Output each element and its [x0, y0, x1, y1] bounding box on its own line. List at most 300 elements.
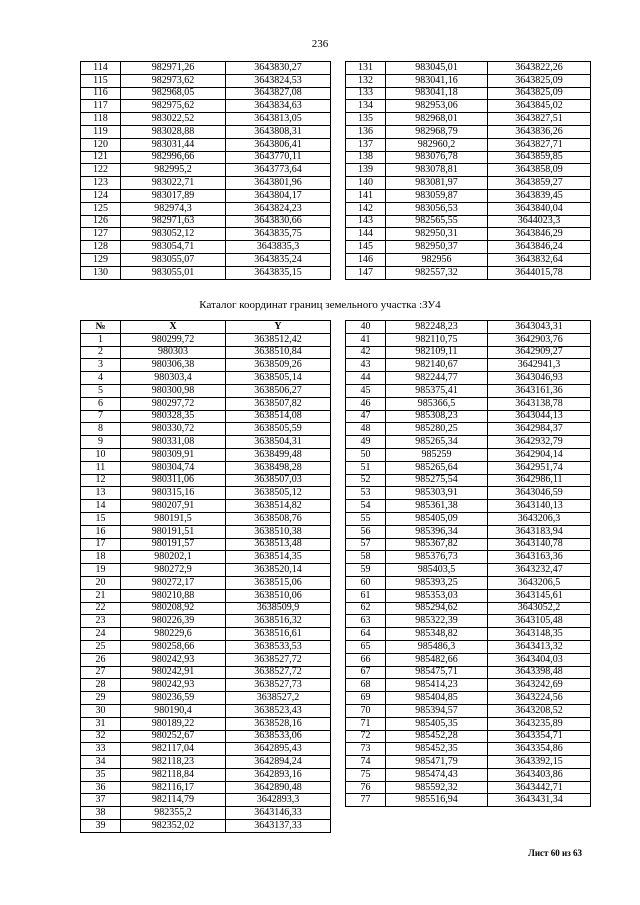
table-row: [81, 679, 331, 692]
x-coordinate-cell: 980306,38: [121, 359, 226, 372]
x-coordinate-cell: 980272,9: [121, 564, 226, 577]
x-coordinate-cell: 985471,79: [386, 756, 488, 769]
table-row: [81, 730, 331, 743]
x-coordinate-cell: 983041,18: [386, 87, 488, 100]
point-number-cell: 13: [81, 487, 121, 500]
point-number-cell: 116: [81, 87, 121, 100]
table-row: [81, 448, 331, 461]
x-coordinate-cell: 985348,82: [386, 628, 488, 641]
point-number-cell: 22: [81, 602, 121, 615]
x-coordinate-cell: 982565,55: [386, 215, 488, 228]
point-number-cell: 131: [346, 62, 386, 75]
point-number-cell: 18: [81, 551, 121, 564]
y-coordinate-cell: 3638515,06: [226, 576, 331, 589]
x-coordinate-cell: 985294,62: [386, 602, 488, 615]
x-coordinate-cell: 982968,01: [386, 113, 488, 126]
table-row: [346, 410, 591, 423]
table-row: [346, 564, 591, 577]
table-row: [346, 125, 591, 138]
y-coordinate-cell: 3638527,72: [226, 666, 331, 679]
y-coordinate-cell: 3643161,36: [488, 384, 591, 397]
point-number-cell: 142: [346, 202, 386, 215]
x-coordinate-cell: 983055,07: [121, 253, 226, 266]
y-coordinate-cell: 3638507,82: [226, 397, 331, 410]
table-row: [346, 640, 591, 653]
table-row: [81, 253, 331, 266]
header-number: №: [81, 321, 121, 334]
table-row: [81, 241, 331, 254]
table-row: [346, 679, 591, 692]
table-row: [346, 138, 591, 151]
x-coordinate-cell: 980300,98: [121, 384, 226, 397]
x-coordinate-cell: 985592,32: [386, 781, 488, 794]
y-coordinate-cell: 3643146,33: [226, 807, 331, 820]
point-number-cell: 127: [81, 228, 121, 241]
table-row: [346, 602, 591, 615]
x-coordinate-cell: 980309,91: [121, 448, 226, 461]
x-coordinate-cell: 982995,2: [121, 164, 226, 177]
x-coordinate-cell: 980202,1: [121, 551, 226, 564]
point-number-cell: 12: [81, 474, 121, 487]
table-row: [346, 164, 591, 177]
x-coordinate-cell: 980330,72: [121, 423, 226, 436]
table-row: [346, 538, 591, 551]
y-coordinate-cell: 3643859,27: [488, 177, 591, 190]
x-coordinate-cell: 980191,51: [121, 525, 226, 538]
y-coordinate-cell: 3642951,74: [488, 461, 591, 474]
table-row: [81, 692, 331, 705]
y-coordinate-cell: 3643140,78: [488, 538, 591, 551]
y-coordinate-cell: 3643403,86: [488, 768, 591, 781]
point-number-cell: 58: [346, 551, 386, 564]
table-row: [81, 62, 331, 75]
point-number-cell: 5: [81, 384, 121, 397]
x-coordinate-cell: 985308,23: [386, 410, 488, 423]
y-coordinate-cell: 3643836,26: [488, 125, 591, 138]
table-row: [346, 756, 591, 769]
y-coordinate-cell: 3638505,12: [226, 487, 331, 500]
point-number-cell: 69: [346, 692, 386, 705]
point-number-cell: 46: [346, 397, 386, 410]
x-coordinate-cell: 983028,88: [121, 125, 226, 138]
y-coordinate-cell: 3638514,35: [226, 551, 331, 564]
y-coordinate-cell: 3638516,32: [226, 615, 331, 628]
x-coordinate-cell: 980242,93: [121, 679, 226, 692]
y-coordinate-cell: 3643137,33: [226, 820, 331, 833]
table-row: [81, 704, 331, 717]
x-coordinate-cell: 982996,66: [121, 151, 226, 164]
table-row: [81, 615, 331, 628]
point-number-cell: 147: [346, 266, 386, 279]
point-number-cell: 117: [81, 100, 121, 113]
table-row: [346, 704, 591, 717]
point-number-cell: 21: [81, 589, 121, 602]
table-row: [81, 202, 331, 215]
table-row: [346, 794, 591, 807]
y-coordinate-cell: 3644023,3: [488, 215, 591, 228]
y-coordinate-cell: 3643846,29: [488, 228, 591, 241]
point-number-cell: 132: [346, 74, 386, 87]
table-row: [81, 436, 331, 449]
table-row: [81, 138, 331, 151]
x-coordinate-cell: 982117,04: [121, 743, 226, 756]
table-row: [81, 781, 331, 794]
y-coordinate-cell: 3642941,3: [488, 359, 591, 372]
table-row: [346, 487, 591, 500]
table-row: [346, 100, 591, 113]
point-number-cell: 1: [81, 333, 121, 346]
table-row: [81, 551, 331, 564]
point-number-cell: 121: [81, 151, 121, 164]
table-row: [346, 692, 591, 705]
y-coordinate-cell: 3643206,5: [488, 576, 591, 589]
point-number-cell: 76: [346, 781, 386, 794]
point-number-cell: 77: [346, 794, 386, 807]
table-row: [81, 266, 331, 279]
x-coordinate-cell: 983022,52: [121, 113, 226, 126]
y-coordinate-cell: 3643846,24: [488, 241, 591, 254]
table-row: [346, 346, 591, 359]
x-coordinate-cell: 983052,12: [121, 228, 226, 241]
point-number-cell: 138: [346, 151, 386, 164]
x-coordinate-cell: 980208,92: [121, 602, 226, 615]
x-coordinate-cell: 982950,37: [386, 241, 488, 254]
table-row: [346, 615, 591, 628]
x-coordinate-cell: 980315,16: [121, 487, 226, 500]
y-coordinate-cell: 3643046,93: [488, 372, 591, 385]
point-number-cell: 123: [81, 177, 121, 190]
point-number-cell: 15: [81, 512, 121, 525]
x-coordinate-cell: 982110,75: [386, 333, 488, 346]
x-coordinate-cell: 982960,2: [386, 138, 488, 151]
point-number-cell: 68: [346, 679, 386, 692]
table-row: [346, 551, 591, 564]
x-coordinate-cell: 985393,25: [386, 576, 488, 589]
x-coordinate-cell: 980190,4: [121, 704, 226, 717]
y-coordinate-cell: 3643138,78: [488, 397, 591, 410]
y-coordinate-cell: 3638510,38: [226, 525, 331, 538]
point-number-cell: 63: [346, 615, 386, 628]
y-coordinate-cell: 3638514,08: [226, 410, 331, 423]
point-number-cell: 118: [81, 113, 121, 126]
y-coordinate-cell: 3643813,05: [226, 113, 331, 126]
point-number-cell: 128: [81, 241, 121, 254]
point-number-cell: 35: [81, 768, 121, 781]
x-coordinate-cell: 982971,63: [121, 215, 226, 228]
page-number: 236: [311, 38, 329, 50]
y-coordinate-cell: 3643392,15: [488, 756, 591, 769]
point-number-cell: 7: [81, 410, 121, 423]
point-number-cell: 136: [346, 125, 386, 138]
x-coordinate-cell: 985275,54: [386, 474, 488, 487]
x-coordinate-cell: 983076,78: [386, 151, 488, 164]
x-coordinate-cell: 983041,16: [386, 74, 488, 87]
point-number-cell: 144: [346, 228, 386, 241]
y-coordinate-cell: 3642904,14: [488, 448, 591, 461]
point-number-cell: 57: [346, 538, 386, 551]
table-row: [346, 241, 591, 254]
point-number-cell: 9: [81, 436, 121, 449]
point-number-cell: 56: [346, 525, 386, 538]
y-coordinate-cell: 3643105,48: [488, 615, 591, 628]
header-y: Y: [226, 321, 331, 334]
point-number-cell: 36: [81, 781, 121, 794]
table-row: [346, 743, 591, 756]
y-coordinate-cell: 3643183,94: [488, 525, 591, 538]
point-number-cell: 114: [81, 62, 121, 75]
table-row: [81, 589, 331, 602]
y-coordinate-cell: 3638527,72: [226, 653, 331, 666]
table-row: [81, 602, 331, 615]
x-coordinate-cell: 985394,57: [386, 704, 488, 717]
x-coordinate-cell: 982950,31: [386, 228, 488, 241]
x-coordinate-cell: 985414,23: [386, 679, 488, 692]
table-row: [346, 666, 591, 679]
point-number-cell: 74: [346, 756, 386, 769]
x-coordinate-cell: 982968,05: [121, 87, 226, 100]
y-coordinate-cell: 3643824,53: [226, 74, 331, 87]
table-row: [346, 474, 591, 487]
x-coordinate-cell: 980258,66: [121, 640, 226, 653]
table-row: [346, 500, 591, 513]
x-coordinate-cell: 985482,66: [386, 653, 488, 666]
y-coordinate-cell: 3643840,04: [488, 202, 591, 215]
x-coordinate-cell: 985259: [386, 448, 488, 461]
table-row: [81, 177, 331, 190]
y-coordinate-cell: 3638527,73: [226, 679, 331, 692]
point-number-cell: 39: [81, 820, 121, 833]
table-row: [81, 512, 331, 525]
x-coordinate-cell: 982974,3: [121, 202, 226, 215]
table-row: [346, 177, 591, 190]
table-row: [81, 666, 331, 679]
table-row: [346, 189, 591, 202]
table-row: [346, 576, 591, 589]
y-coordinate-cell: 3638504,31: [226, 436, 331, 449]
x-coordinate-cell: 980303,4: [121, 372, 226, 385]
table-row: [346, 266, 591, 279]
point-number-cell: 24: [81, 628, 121, 641]
point-number-cell: 141: [346, 189, 386, 202]
y-coordinate-cell: 3643827,71: [488, 138, 591, 151]
table-row: [346, 423, 591, 436]
y-coordinate-cell: 3642893,16: [226, 768, 331, 781]
y-coordinate-cell: 3638523,43: [226, 704, 331, 717]
y-coordinate-cell: 3642890,48: [226, 781, 331, 794]
x-coordinate-cell: 982975,62: [121, 100, 226, 113]
table-row: [81, 189, 331, 202]
x-coordinate-cell: 983017,89: [121, 189, 226, 202]
x-coordinate-cell: 983054,71: [121, 241, 226, 254]
y-coordinate-cell: 3643354,86: [488, 743, 591, 756]
point-number-cell: 53: [346, 487, 386, 500]
point-number-cell: 120: [81, 138, 121, 151]
x-coordinate-cell: 980226,39: [121, 615, 226, 628]
x-coordinate-cell: 985265,34: [386, 436, 488, 449]
point-number-cell: 67: [346, 666, 386, 679]
y-coordinate-cell: 3638512,42: [226, 333, 331, 346]
table-row: [81, 768, 331, 781]
x-coordinate-cell: 980229,6: [121, 628, 226, 641]
x-coordinate-cell: 980242,91: [121, 666, 226, 679]
y-coordinate-cell: 3643859,85: [488, 151, 591, 164]
point-number-cell: 25: [81, 640, 121, 653]
point-number-cell: 115: [81, 74, 121, 87]
x-coordinate-cell: 980189,22: [121, 717, 226, 730]
point-number-cell: 52: [346, 474, 386, 487]
table-row: [81, 125, 331, 138]
y-coordinate-cell: 3638533,06: [226, 730, 331, 743]
table-row: [81, 794, 331, 807]
point-number-cell: 70: [346, 704, 386, 717]
table-row: [81, 717, 331, 730]
y-coordinate-cell: 3638514,82: [226, 500, 331, 513]
point-number-cell: 145: [346, 241, 386, 254]
y-coordinate-cell: 3642895,43: [226, 743, 331, 756]
y-coordinate-cell: 3638507,03: [226, 474, 331, 487]
point-number-cell: 135: [346, 113, 386, 126]
point-number-cell: 33: [81, 743, 121, 756]
y-coordinate-cell: 3643827,51: [488, 113, 591, 126]
x-coordinate-cell: 982114,79: [121, 794, 226, 807]
y-coordinate-cell: 3638527,2: [226, 692, 331, 705]
x-coordinate-cell: 985405,09: [386, 512, 488, 525]
x-coordinate-cell: 985366,5: [386, 397, 488, 410]
table-row: [81, 397, 331, 410]
point-number-cell: 26: [81, 653, 121, 666]
table-row: [81, 807, 331, 820]
y-coordinate-cell: 3643232,47: [488, 564, 591, 577]
x-coordinate-cell: 983059,87: [386, 189, 488, 202]
table-row: [81, 113, 331, 126]
y-coordinate-cell: 3644015,78: [488, 266, 591, 279]
y-coordinate-cell: 3643046,59: [488, 487, 591, 500]
x-coordinate-cell: 982248,23: [386, 321, 488, 334]
point-number-cell: 119: [81, 125, 121, 138]
y-coordinate-cell: 3638499,48: [226, 448, 331, 461]
point-number-cell: 40: [346, 321, 386, 334]
coordinates-table-continued-left: [80, 61, 331, 280]
x-coordinate-cell: 983031,44: [121, 138, 226, 151]
x-coordinate-cell: 982244,77: [386, 372, 488, 385]
x-coordinate-cell: 982118,84: [121, 768, 226, 781]
x-coordinate-cell: 980252,67: [121, 730, 226, 743]
x-coordinate-cell: 982109,11: [386, 346, 488, 359]
point-number-cell: 126: [81, 215, 121, 228]
point-number-cell: 27: [81, 666, 121, 679]
x-coordinate-cell: 982953,06: [386, 100, 488, 113]
point-number-cell: 125: [81, 202, 121, 215]
x-coordinate-cell: 985375,41: [386, 384, 488, 397]
y-coordinate-cell: 3643052,2: [488, 602, 591, 615]
table-row: [346, 589, 591, 602]
y-coordinate-cell: 3643398,48: [488, 666, 591, 679]
y-coordinate-cell: 3643825,09: [488, 87, 591, 100]
y-coordinate-cell: 3643835,15: [226, 266, 331, 279]
point-number-cell: 43: [346, 359, 386, 372]
point-number-cell: 8: [81, 423, 121, 436]
table-row: [81, 333, 331, 346]
point-number-cell: 44: [346, 372, 386, 385]
y-coordinate-cell: 3643354,71: [488, 730, 591, 743]
table-row: [346, 74, 591, 87]
x-coordinate-cell: 980331,08: [121, 436, 226, 449]
x-coordinate-cell: 985452,28: [386, 730, 488, 743]
point-number-cell: 60: [346, 576, 386, 589]
x-coordinate-cell: 982352,02: [121, 820, 226, 833]
y-coordinate-cell: 3643442,71: [488, 781, 591, 794]
y-coordinate-cell: 3643804,17: [226, 189, 331, 202]
y-coordinate-cell: 3643224,56: [488, 692, 591, 705]
point-number-cell: 47: [346, 410, 386, 423]
y-coordinate-cell: 3643043,31: [488, 321, 591, 334]
table-row: [346, 525, 591, 538]
y-coordinate-cell: 3642986,11: [488, 474, 591, 487]
x-coordinate-cell: 982968,79: [386, 125, 488, 138]
table-row: [81, 500, 331, 513]
point-number-cell: 51: [346, 461, 386, 474]
y-coordinate-cell: 3643835,75: [226, 228, 331, 241]
table-row: [346, 215, 591, 228]
table-row: [81, 372, 331, 385]
point-number-cell: 4: [81, 372, 121, 385]
table-row: [81, 100, 331, 113]
point-number-cell: 28: [81, 679, 121, 692]
point-number-cell: 54: [346, 500, 386, 513]
y-coordinate-cell: 3642932,79: [488, 436, 591, 449]
y-coordinate-cell: 3643206,3: [488, 512, 591, 525]
y-coordinate-cell: 3643163,36: [488, 551, 591, 564]
point-number-cell: 32: [81, 730, 121, 743]
y-coordinate-cell: 3643140,13: [488, 500, 591, 513]
x-coordinate-cell: 985376,73: [386, 551, 488, 564]
x-coordinate-cell: 983045,01: [386, 62, 488, 75]
point-number-cell: 55: [346, 512, 386, 525]
x-coordinate-cell: 985516,94: [386, 794, 488, 807]
y-coordinate-cell: 3643770,11: [226, 151, 331, 164]
point-number-cell: 143: [346, 215, 386, 228]
x-coordinate-cell: 985396,34: [386, 525, 488, 538]
point-number-cell: 64: [346, 628, 386, 641]
section-title: Каталог координат границ земельного участка :ЗУ4: [199, 299, 441, 311]
x-coordinate-cell: 980191,57: [121, 538, 226, 551]
y-coordinate-cell: 3643413,32: [488, 640, 591, 653]
table-row: [81, 576, 331, 589]
x-coordinate-cell: 983022,71: [121, 177, 226, 190]
sheet-label: Лист 60 из 63: [528, 848, 582, 858]
point-number-cell: 134: [346, 100, 386, 113]
table-row: [81, 628, 331, 641]
table-row: [346, 768, 591, 781]
y-coordinate-cell: 3643431,34: [488, 794, 591, 807]
point-number-cell: 73: [346, 743, 386, 756]
point-number-cell: 66: [346, 653, 386, 666]
y-coordinate-cell: 3643825,09: [488, 74, 591, 87]
x-coordinate-cell: 985405,35: [386, 717, 488, 730]
x-coordinate-cell: 985280,25: [386, 423, 488, 436]
point-number-cell: 30: [81, 704, 121, 717]
point-number-cell: 2: [81, 346, 121, 359]
y-coordinate-cell: 3638520,14: [226, 564, 331, 577]
y-coordinate-cell: 3638508,76: [226, 512, 331, 525]
table-row: [346, 113, 591, 126]
x-coordinate-cell: 985474,43: [386, 768, 488, 781]
table-row: [81, 756, 331, 769]
point-number-cell: 42: [346, 346, 386, 359]
table-row: [81, 487, 331, 500]
point-number-cell: 61: [346, 589, 386, 602]
x-coordinate-cell: 983056,53: [386, 202, 488, 215]
